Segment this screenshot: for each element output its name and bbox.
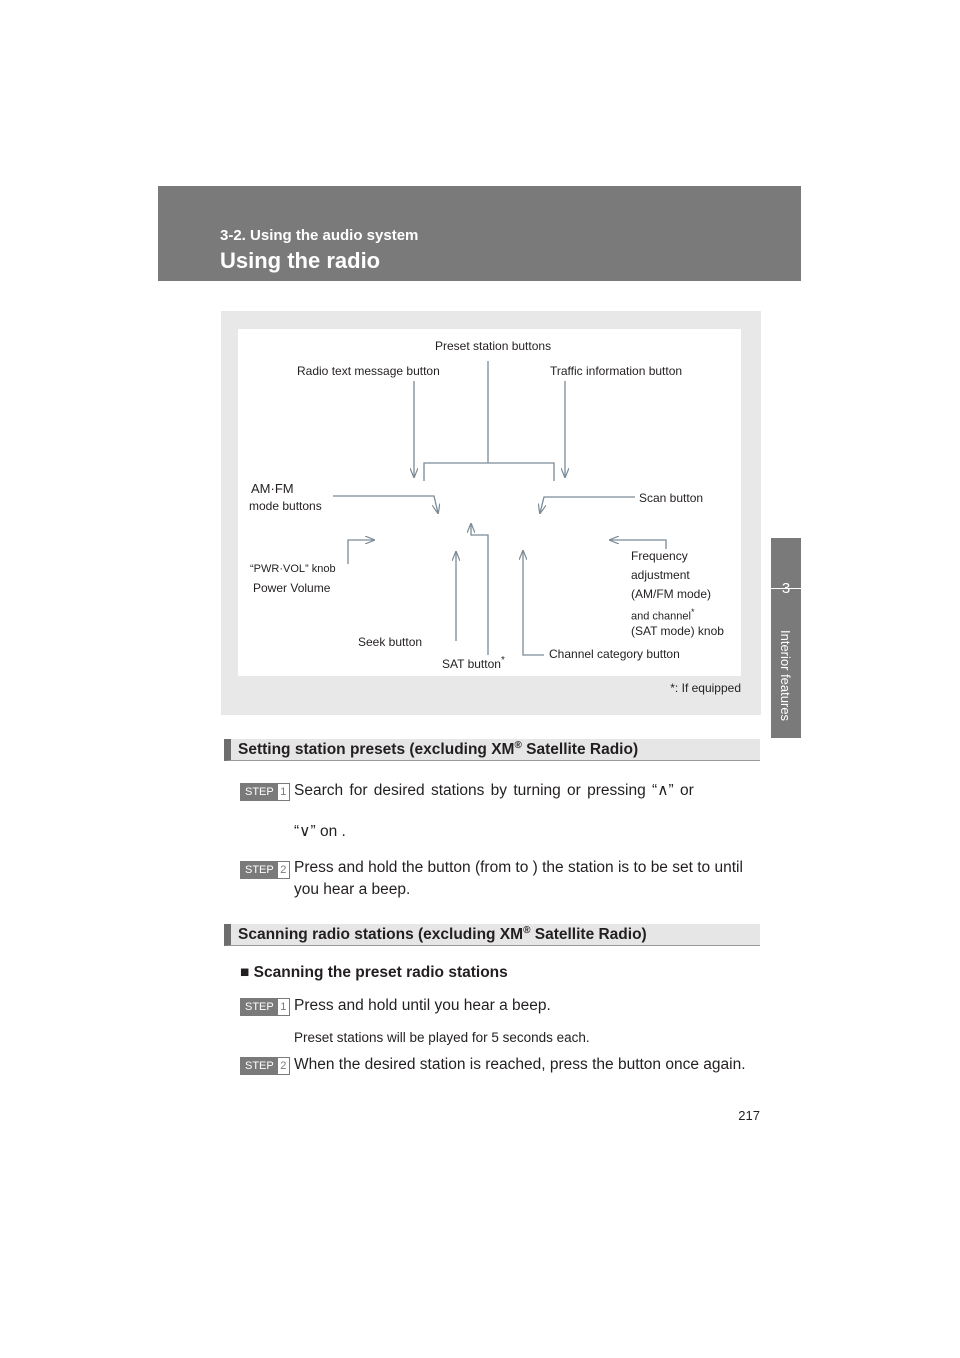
- page-title: Using the radio: [220, 248, 381, 273]
- scan-leader: [540, 497, 635, 513]
- pwr-leader: [348, 540, 374, 564]
- radio-text-button-label: Radio text message button: [297, 364, 440, 378]
- chapter-header: [158, 186, 801, 281]
- step-badge-1: STEP 1: [240, 783, 290, 801]
- page-number: 217: [738, 1108, 760, 1123]
- sat-leader: [471, 524, 488, 655]
- pwr-vol-knob-label: “PWR·VOL” knob: [250, 563, 336, 575]
- freq-label-line2: adjustment: [631, 568, 690, 582]
- preset-bracket: [424, 463, 554, 481]
- amfm-leader: [333, 496, 438, 513]
- radio-diagram-canvas: [238, 329, 741, 676]
- channel-category-button-label: Channel category button: [549, 647, 680, 661]
- section-heading-scanning: [224, 924, 760, 946]
- scan-button-label: Scan button: [639, 491, 704, 505]
- step-badge-2: STEP 2: [240, 861, 290, 879]
- scan-step-1-note: Preset stations will be played for 5 seconds each.: [294, 1030, 590, 1045]
- step-badge-3: STEP 1: [240, 998, 290, 1016]
- freq-asterisk: *: [690, 607, 695, 617]
- section-label: 3-2. Using the audio system: [220, 227, 419, 244]
- traffic-info-button-label: Traffic information button: [550, 364, 683, 378]
- freq-label-line5: (SAT mode) knob: [631, 624, 724, 638]
- sat-asterisk: *: [500, 655, 505, 666]
- if-equipped-footnote: *: If equipped: [670, 681, 741, 695]
- category-leader: [523, 551, 544, 655]
- preset-step-2-text: Press and hold the button (from to ) the station is to be set to until you hear a beep.: [294, 859, 743, 898]
- scan-step-2-text: When the desired station is reached, press the button once again.: [294, 1056, 746, 1073]
- power-volume-label: Power Volume: [253, 581, 331, 595]
- freq-label-line1: Frequency: [631, 549, 688, 563]
- freq-label-line4: and channel*: [631, 607, 695, 623]
- amfm-label-line2: mode buttons: [249, 499, 322, 513]
- seek-button-label: Seek button: [358, 635, 423, 649]
- freq-label-line3: (AM/FM mode): [631, 587, 712, 601]
- preset-station-buttons-label: Preset station buttons: [435, 339, 552, 353]
- step-badge-4: STEP 2: [240, 1057, 290, 1075]
- preset-step-1-text: Search for desired stations by turning or pressing “∧” or “∨” on .: [294, 782, 694, 840]
- side-tab-divider: [771, 588, 801, 589]
- sat-button-label: SAT button*: [442, 655, 505, 671]
- scan-presets-subheading: ■ Scanning the preset radio stations: [240, 964, 508, 981]
- section-title-presets: Setting station presets (excluding XM® Satellite Radio): [238, 740, 639, 759]
- radio-diagram: [221, 311, 761, 715]
- section-heading-presets: [224, 739, 760, 761]
- amfm-label-line1: AM·FM: [251, 481, 294, 496]
- section-title-scanning: Scanning radio stations (excluding XM® Satellite Radio): [238, 925, 647, 944]
- scan-step-1-text: Press and hold until you hear a beep.: [294, 997, 551, 1014]
- chapter-label: Interior features: [778, 630, 793, 722]
